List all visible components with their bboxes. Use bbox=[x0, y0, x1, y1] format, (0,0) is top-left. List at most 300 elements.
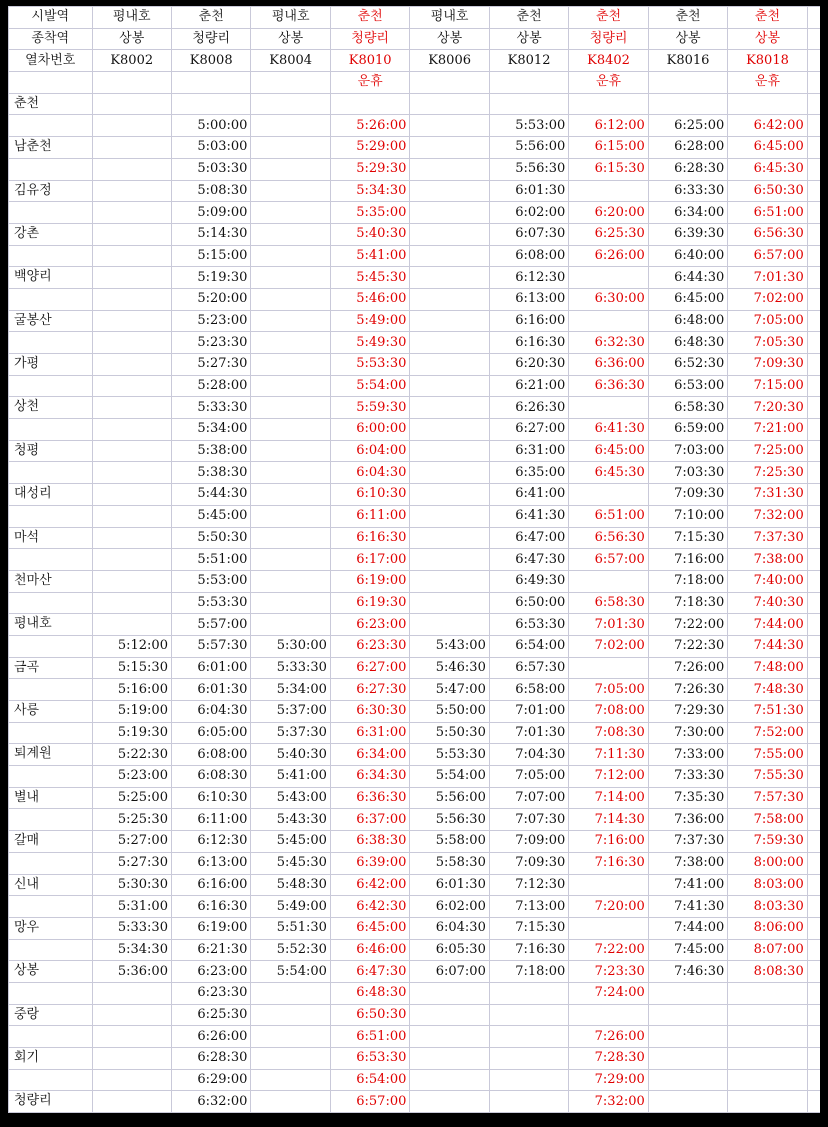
time-cell: 6:44:30 bbox=[648, 267, 727, 289]
time-cell: 5:15:30 bbox=[92, 657, 171, 679]
time-cell: 6:28:30 bbox=[648, 158, 727, 180]
train-no-cell: K8008 bbox=[171, 50, 250, 72]
time-cell: 5:53:00 bbox=[171, 570, 250, 592]
time-cell bbox=[648, 982, 727, 1004]
time-cell: 8:06:00 bbox=[728, 917, 807, 939]
time-cell: 7:23:30 bbox=[569, 961, 648, 983]
time-cell: 6:08:30 bbox=[171, 766, 250, 788]
time-cell: 8:03:30 bbox=[728, 896, 807, 918]
time-cell: 6:33:30 bbox=[648, 180, 727, 202]
time-cell: 6:13:00 bbox=[489, 288, 568, 310]
time-cell bbox=[410, 982, 489, 1004]
station-name bbox=[9, 809, 93, 831]
time-cell: 5:52:30 bbox=[251, 939, 330, 961]
overflow-cell bbox=[807, 657, 820, 679]
time-cell: 6:23:00 bbox=[330, 614, 409, 636]
time-cell: 6:50:30 bbox=[330, 1004, 409, 1026]
time-cell: 6:34:00 bbox=[648, 202, 727, 224]
time-cell: 6:12:30 bbox=[171, 831, 250, 853]
time-cell bbox=[569, 484, 648, 506]
time-cell bbox=[569, 917, 648, 939]
time-cell: 5:29:00 bbox=[330, 137, 409, 159]
time-cell: 5:23:30 bbox=[171, 332, 250, 354]
time-cell: 6:16:00 bbox=[489, 310, 568, 332]
table-row bbox=[9, 852, 821, 874]
train-origin-cell: 춘천 bbox=[648, 7, 727, 29]
time-cell bbox=[410, 245, 489, 267]
time-cell: 7:31:30 bbox=[728, 484, 807, 506]
time-cell: 8:00:00 bbox=[728, 852, 807, 874]
station-name bbox=[9, 549, 93, 571]
overflow-cell bbox=[807, 72, 820, 94]
time-cell bbox=[728, 1004, 807, 1026]
time-cell: 6:47:00 bbox=[489, 527, 568, 549]
time-cell: 6:54:00 bbox=[330, 1069, 409, 1091]
time-cell: 7:33:00 bbox=[648, 744, 727, 766]
time-cell: 6:08:00 bbox=[171, 744, 250, 766]
time-cell bbox=[92, 505, 171, 527]
time-cell: 6:07:00 bbox=[410, 961, 489, 983]
time-cell: 6:37:00 bbox=[330, 809, 409, 831]
time-cell: 6:08:00 bbox=[489, 245, 568, 267]
time-cell: 6:59:00 bbox=[648, 419, 727, 441]
time-cell: 7:05:00 bbox=[489, 766, 568, 788]
time-cell: 7:03:00 bbox=[648, 440, 727, 462]
time-cell: 6:13:00 bbox=[171, 852, 250, 874]
row-label: 종착역 bbox=[9, 28, 93, 50]
table-row bbox=[9, 397, 821, 419]
time-cell bbox=[251, 462, 330, 484]
time-cell: 6:20:00 bbox=[569, 202, 648, 224]
overflow-cell bbox=[807, 787, 820, 809]
table-row bbox=[9, 1026, 821, 1048]
time-cell bbox=[251, 137, 330, 159]
overflow-cell bbox=[807, 158, 820, 180]
time-cell: 5:50:30 bbox=[410, 722, 489, 744]
station-name: 청량리 bbox=[9, 1091, 93, 1113]
station-name: 갈매 bbox=[9, 831, 93, 853]
station-name bbox=[9, 1026, 93, 1048]
station-name: 별내 bbox=[9, 787, 93, 809]
time-cell: 8:08:30 bbox=[728, 961, 807, 983]
overflow-cell bbox=[807, 722, 820, 744]
time-cell: 7:38:00 bbox=[648, 852, 727, 874]
time-cell bbox=[251, 288, 330, 310]
time-cell: 7:29:30 bbox=[648, 701, 727, 723]
station-name bbox=[9, 679, 93, 701]
time-cell: 5:33:30 bbox=[92, 917, 171, 939]
time-cell: 7:09:00 bbox=[489, 831, 568, 853]
time-cell: 6:45:30 bbox=[728, 158, 807, 180]
time-cell bbox=[251, 419, 330, 441]
time-cell bbox=[728, 1069, 807, 1091]
overflow-cell bbox=[807, 1069, 820, 1091]
time-cell bbox=[251, 484, 330, 506]
time-cell: 6:19:00 bbox=[171, 917, 250, 939]
station-name bbox=[9, 462, 93, 484]
time-cell: 7:07:00 bbox=[489, 787, 568, 809]
time-cell: 7:22:00 bbox=[569, 939, 648, 961]
time-cell: 5:46:00 bbox=[330, 288, 409, 310]
time-cell bbox=[569, 397, 648, 419]
train-note-cell bbox=[251, 72, 330, 94]
table-row bbox=[9, 549, 821, 571]
time-cell: 7:10:00 bbox=[648, 505, 727, 527]
overflow-cell bbox=[807, 744, 820, 766]
time-cell bbox=[251, 245, 330, 267]
time-cell: 6:30:30 bbox=[330, 701, 409, 723]
time-cell: 6:21:00 bbox=[489, 375, 568, 397]
time-cell: 7:44:00 bbox=[728, 614, 807, 636]
time-cell: 6:49:30 bbox=[489, 570, 568, 592]
station-name: 신내 bbox=[9, 874, 93, 896]
time-cell: 7:48:30 bbox=[728, 679, 807, 701]
station-name bbox=[9, 202, 93, 224]
time-cell: 6:34:30 bbox=[330, 766, 409, 788]
time-cell bbox=[728, 1026, 807, 1048]
overflow-cell bbox=[807, 288, 820, 310]
time-cell: 7:16:00 bbox=[648, 549, 727, 571]
time-cell: 6:53:30 bbox=[489, 614, 568, 636]
train-no-cell: K8018 bbox=[728, 50, 807, 72]
station-name: 평내호 bbox=[9, 614, 93, 636]
overflow-cell bbox=[807, 982, 820, 1004]
time-cell: 6:25:30 bbox=[171, 1004, 250, 1026]
time-cell bbox=[648, 1091, 727, 1113]
station-name: 김유정 bbox=[9, 180, 93, 202]
time-cell: 7:13:00 bbox=[489, 896, 568, 918]
table-row bbox=[9, 982, 821, 1004]
time-cell: 8:07:00 bbox=[728, 939, 807, 961]
time-cell: 6:51:00 bbox=[330, 1026, 409, 1048]
time-cell: 5:58:00 bbox=[410, 831, 489, 853]
time-cell: 7:16:00 bbox=[569, 831, 648, 853]
time-cell bbox=[569, 570, 648, 592]
table-row bbox=[9, 484, 821, 506]
time-cell: 6:10:30 bbox=[330, 484, 409, 506]
time-cell: 5:53:30 bbox=[410, 744, 489, 766]
time-cell: 5:27:30 bbox=[92, 852, 171, 874]
table-row bbox=[9, 288, 821, 310]
time-cell: 5:36:00 bbox=[92, 961, 171, 983]
time-cell: 5:28:00 bbox=[171, 375, 250, 397]
time-cell bbox=[410, 93, 489, 115]
overflow-cell bbox=[807, 679, 820, 701]
time-cell: 5:23:00 bbox=[171, 310, 250, 332]
time-cell bbox=[251, 1004, 330, 1026]
time-cell bbox=[410, 462, 489, 484]
time-cell: 6:56:30 bbox=[728, 223, 807, 245]
time-cell: 7:05:00 bbox=[569, 679, 648, 701]
time-cell: 6:15:00 bbox=[569, 137, 648, 159]
time-cell: 6:04:30 bbox=[330, 462, 409, 484]
overflow-cell bbox=[807, 267, 820, 289]
time-cell bbox=[251, 440, 330, 462]
time-cell: 7:29:00 bbox=[569, 1069, 648, 1091]
time-cell: 6:20:30 bbox=[489, 354, 568, 376]
table-row bbox=[9, 939, 821, 961]
train-no-cell: K8016 bbox=[648, 50, 727, 72]
time-cell: 7:25:30 bbox=[728, 462, 807, 484]
table-row bbox=[9, 1091, 821, 1113]
table-row bbox=[9, 180, 821, 202]
time-cell bbox=[251, 1048, 330, 1070]
time-cell: 5:45:30 bbox=[251, 852, 330, 874]
station-name bbox=[9, 766, 93, 788]
table-row bbox=[9, 787, 821, 809]
time-cell: 5:56:30 bbox=[410, 809, 489, 831]
time-cell: 5:29:30 bbox=[330, 158, 409, 180]
time-cell: 8:03:00 bbox=[728, 874, 807, 896]
time-cell: 6:23:30 bbox=[330, 635, 409, 657]
time-cell: 6:19:30 bbox=[330, 592, 409, 614]
time-cell: 5:49:00 bbox=[330, 310, 409, 332]
train-origin-cell: 춘천 bbox=[330, 7, 409, 29]
time-cell bbox=[251, 570, 330, 592]
time-cell: 5:00:00 bbox=[171, 115, 250, 137]
time-cell bbox=[92, 982, 171, 1004]
time-cell: 6:01:30 bbox=[489, 180, 568, 202]
time-cell bbox=[92, 202, 171, 224]
time-cell bbox=[92, 549, 171, 571]
train-note-cell bbox=[410, 72, 489, 94]
time-cell: 5:53:30 bbox=[330, 354, 409, 376]
time-cell: 6:42:00 bbox=[728, 115, 807, 137]
overflow-cell bbox=[807, 462, 820, 484]
time-cell: 7:40:30 bbox=[728, 592, 807, 614]
table-row bbox=[9, 657, 821, 679]
time-cell bbox=[251, 527, 330, 549]
time-cell: 7:32:00 bbox=[728, 505, 807, 527]
time-cell: 5:26:00 bbox=[330, 115, 409, 137]
time-cell: 7:07:30 bbox=[489, 809, 568, 831]
time-cell bbox=[92, 223, 171, 245]
time-cell: 5:31:00 bbox=[92, 896, 171, 918]
train-note-cell: 운휴 bbox=[330, 72, 409, 94]
time-cell: 6:31:00 bbox=[330, 722, 409, 744]
overflow-cell bbox=[807, 484, 820, 506]
row-label: 열차번호 bbox=[9, 50, 93, 72]
time-cell: 6:02:00 bbox=[489, 202, 568, 224]
time-cell: 5:49:30 bbox=[330, 332, 409, 354]
station-name: 가평 bbox=[9, 354, 93, 376]
time-cell bbox=[92, 115, 171, 137]
destination-row bbox=[9, 28, 821, 50]
overflow-cell bbox=[807, 809, 820, 831]
time-cell: 7:18:30 bbox=[648, 592, 727, 614]
time-cell: 7:58:00 bbox=[728, 809, 807, 831]
time-cell: 5:47:00 bbox=[410, 679, 489, 701]
time-cell bbox=[410, 440, 489, 462]
train-origin-cell: 평내호 bbox=[410, 7, 489, 29]
table-row bbox=[9, 354, 821, 376]
timetable-sheet bbox=[8, 6, 820, 1113]
time-cell bbox=[251, 505, 330, 527]
train-dest-cell: 청량리 bbox=[171, 28, 250, 50]
time-cell bbox=[92, 1091, 171, 1113]
time-cell: 5:03:30 bbox=[171, 158, 250, 180]
time-cell: 6:39:00 bbox=[330, 852, 409, 874]
train-note-cell: 운휴 bbox=[569, 72, 648, 94]
time-cell: 5:19:30 bbox=[171, 267, 250, 289]
time-cell: 6:01:30 bbox=[171, 679, 250, 701]
overflow-cell bbox=[807, 440, 820, 462]
time-cell bbox=[648, 1004, 727, 1026]
time-cell: 6:50:30 bbox=[728, 180, 807, 202]
time-cell: 6:45:30 bbox=[569, 462, 648, 484]
time-cell: 5:03:00 bbox=[171, 137, 250, 159]
time-cell: 5:56:30 bbox=[489, 158, 568, 180]
time-cell bbox=[92, 354, 171, 376]
time-cell bbox=[410, 354, 489, 376]
train-dest-cell: 상봉 bbox=[728, 28, 807, 50]
time-cell bbox=[410, 310, 489, 332]
time-cell bbox=[251, 1069, 330, 1091]
time-cell: 5:16:00 bbox=[92, 679, 171, 701]
time-cell: 5:19:00 bbox=[92, 701, 171, 723]
station-name bbox=[9, 982, 93, 1004]
time-cell: 5:57:00 bbox=[171, 614, 250, 636]
station-name bbox=[9, 288, 93, 310]
station-name bbox=[9, 722, 93, 744]
time-cell bbox=[410, 1048, 489, 1070]
time-cell: 6:57:30 bbox=[489, 657, 568, 679]
time-cell: 6:48:30 bbox=[330, 982, 409, 1004]
time-cell: 5:09:00 bbox=[171, 202, 250, 224]
time-cell: 5:40:30 bbox=[330, 223, 409, 245]
time-cell: 6:57:00 bbox=[569, 549, 648, 571]
train-origin-cell: 평내호 bbox=[92, 7, 171, 29]
time-cell: 6:12:30 bbox=[489, 267, 568, 289]
train-note-cell: 운휴 bbox=[728, 72, 807, 94]
time-cell bbox=[251, 267, 330, 289]
time-cell bbox=[92, 1026, 171, 1048]
time-cell: 6:11:00 bbox=[171, 809, 250, 831]
time-cell: 7:15:00 bbox=[728, 375, 807, 397]
time-cell: 6:25:00 bbox=[648, 115, 727, 137]
time-cell bbox=[410, 592, 489, 614]
time-cell: 7:16:30 bbox=[569, 852, 648, 874]
time-cell: 6:23:30 bbox=[171, 982, 250, 1004]
time-cell bbox=[92, 245, 171, 267]
overflow-cell bbox=[807, 614, 820, 636]
time-cell: 5:50:30 bbox=[171, 527, 250, 549]
time-cell: 7:26:00 bbox=[569, 1026, 648, 1048]
time-cell bbox=[569, 267, 648, 289]
time-cell bbox=[251, 354, 330, 376]
time-cell bbox=[489, 1048, 568, 1070]
overflow-cell bbox=[807, 223, 820, 245]
time-cell: 5:56:00 bbox=[410, 787, 489, 809]
time-cell bbox=[489, 1091, 568, 1113]
time-cell: 7:24:00 bbox=[569, 982, 648, 1004]
time-cell: 7:36:00 bbox=[648, 809, 727, 831]
time-cell bbox=[489, 1004, 568, 1026]
time-cell bbox=[410, 332, 489, 354]
time-cell: 7:04:30 bbox=[489, 744, 568, 766]
time-cell: 5:43:00 bbox=[251, 787, 330, 809]
time-cell: 6:28:30 bbox=[171, 1048, 250, 1070]
time-cell bbox=[410, 267, 489, 289]
time-cell: 5:22:30 bbox=[92, 744, 171, 766]
time-cell: 6:45:00 bbox=[569, 440, 648, 462]
time-cell bbox=[410, 614, 489, 636]
table-row bbox=[9, 267, 821, 289]
train-dest-cell: 청량리 bbox=[330, 28, 409, 50]
time-cell bbox=[92, 484, 171, 506]
time-cell bbox=[410, 180, 489, 202]
time-cell: 6:45:00 bbox=[648, 288, 727, 310]
time-cell: 6:53:30 bbox=[330, 1048, 409, 1070]
table-row bbox=[9, 137, 821, 159]
time-cell: 5:54:00 bbox=[330, 375, 409, 397]
time-cell: 6:51:00 bbox=[569, 505, 648, 527]
time-cell: 5:34:30 bbox=[92, 939, 171, 961]
train-origin-cell: 평내호 bbox=[251, 7, 330, 29]
time-cell: 6:34:00 bbox=[330, 744, 409, 766]
time-cell: 5:38:00 bbox=[171, 440, 250, 462]
time-cell bbox=[569, 310, 648, 332]
station-name: 사릉 bbox=[9, 701, 93, 723]
time-cell: 6:25:30 bbox=[569, 223, 648, 245]
table-row bbox=[9, 831, 821, 853]
time-cell bbox=[251, 614, 330, 636]
time-cell bbox=[92, 310, 171, 332]
table-row bbox=[9, 961, 821, 983]
time-cell: 6:39:30 bbox=[648, 223, 727, 245]
time-cell: 6:41:30 bbox=[569, 419, 648, 441]
time-cell: 6:01:00 bbox=[171, 657, 250, 679]
time-cell bbox=[410, 527, 489, 549]
train-origin-cell: 춘천 bbox=[728, 7, 807, 29]
time-cell: 5:54:00 bbox=[251, 961, 330, 983]
time-cell: 6:23:00 bbox=[171, 961, 250, 983]
time-cell bbox=[489, 1026, 568, 1048]
time-cell: 7:22:00 bbox=[648, 614, 727, 636]
time-cell bbox=[92, 419, 171, 441]
time-cell: 5:53:00 bbox=[489, 115, 568, 137]
time-cell: 5:44:30 bbox=[171, 484, 250, 506]
train-dest-cell: 청량리 bbox=[569, 28, 648, 50]
time-cell bbox=[251, 310, 330, 332]
table-row bbox=[9, 223, 821, 245]
time-cell bbox=[92, 462, 171, 484]
overflow-cell bbox=[807, 1048, 820, 1070]
time-cell: 6:17:00 bbox=[330, 549, 409, 571]
time-cell: 6:52:30 bbox=[648, 354, 727, 376]
train-dest-cell: 상봉 bbox=[648, 28, 727, 50]
time-cell: 6:15:30 bbox=[569, 158, 648, 180]
time-cell: 5:51:30 bbox=[251, 917, 330, 939]
time-cell: 7:37:30 bbox=[648, 831, 727, 853]
time-cell: 6:04:30 bbox=[171, 701, 250, 723]
time-cell bbox=[92, 267, 171, 289]
time-cell: 7:57:30 bbox=[728, 787, 807, 809]
time-cell: 7:32:00 bbox=[569, 1091, 648, 1113]
time-cell bbox=[92, 93, 171, 115]
time-cell: 5:23:00 bbox=[92, 766, 171, 788]
time-cell bbox=[251, 1026, 330, 1048]
station-name bbox=[9, 635, 93, 657]
time-cell: 5:35:00 bbox=[330, 202, 409, 224]
time-cell: 6:16:30 bbox=[489, 332, 568, 354]
time-cell bbox=[728, 93, 807, 115]
time-cell: 5:43:30 bbox=[251, 809, 330, 831]
time-cell bbox=[92, 1069, 171, 1091]
overflow-cell bbox=[807, 766, 820, 788]
time-cell: 6:42:30 bbox=[330, 896, 409, 918]
time-cell: 6:28:00 bbox=[648, 137, 727, 159]
